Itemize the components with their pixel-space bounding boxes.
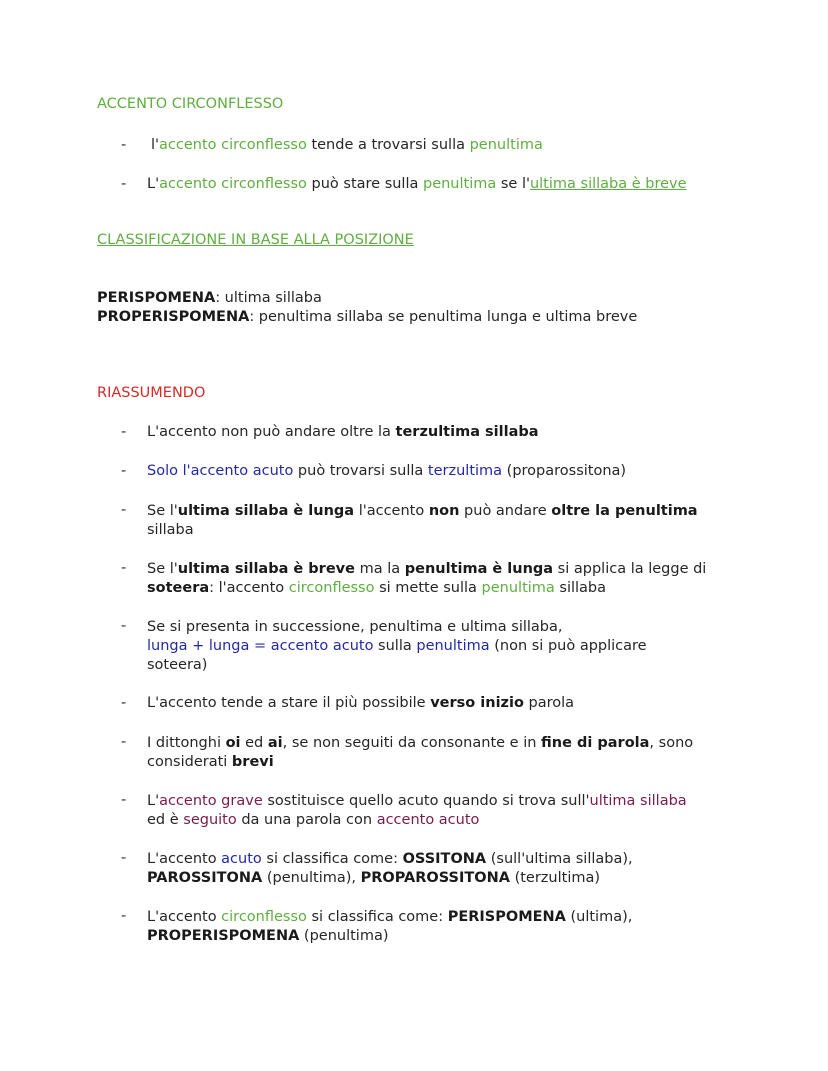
bullet-dash: -	[121, 792, 127, 808]
bullet-dash: -	[121, 560, 127, 576]
bullet-dash: -	[121, 618, 127, 634]
riassunto-item-8: L'accento grave sostituisce quello acuto quando si trova sull'ultima sillaba ed è seguito da una parola con accento acuto	[147, 793, 687, 828]
classificazione-properispomena: PROPERISPOMENA: penultima sillaba se penultima lunga e ultima breve	[97, 309, 638, 325]
riassunto-item-4: Se l'ultima sillaba è breve ma la penultima è lunga si applica la legge di soteera: l'accento circonflesso si mette sulla penultima sillaba	[147, 561, 707, 596]
riassunto-item-1: L'accento non può andare oltre la terzultima sillaba	[147, 424, 539, 440]
bullet-dash: -	[121, 137, 127, 153]
riassunto-item-2: Solo l'accento acuto può trovarsi sulla terzultima (proparossitona)	[147, 463, 627, 479]
riassunto-item-7: I dittonghi oi ed ai, se non seguiti da consonante e in fine di parola, sono considerati brevi	[147, 735, 694, 770]
section-title-classificazione: CLASSIFICAZIONE IN BASE ALLA POSIZIONE	[97, 232, 414, 248]
bullet-dash: -	[121, 734, 127, 750]
bullet-dash: -	[121, 463, 127, 479]
classificazione-perispomena: PERISPOMENA: ultima sillaba	[97, 290, 322, 306]
riassunto-item-6: L'accento tende a stare il più possibile verso inizio parola	[147, 695, 575, 711]
bullet-dash: -	[121, 850, 127, 866]
bullet-circ-1: l'accento circonflesso tende a trovarsi sulla penultima	[151, 137, 543, 153]
riassunto-item-5: Se si presenta in successione, penultima e ultima sillaba, lunga + lunga = accento acuto sulla penultima (non si può applicare soteera)	[147, 619, 647, 673]
bullet-dash: -	[121, 502, 127, 518]
bullet-circ-2: L'accento circonflesso può stare sulla penultima se l'ultima sillaba è breve	[147, 176, 687, 192]
section-title-accento-circonflesso: ACCENTO CIRCONFLESSO	[97, 96, 284, 112]
bullet-dash: -	[121, 424, 127, 440]
riassunto-item-3: Se l'ultima sillaba è lunga l'accento non può andare oltre la penultima sillaba	[147, 503, 698, 538]
riassunto-item-10: L'accento circonflesso si classifica come: PERISPOMENA (ultima), PROPERISPOMENA (penultima)	[147, 909, 633, 944]
bullet-dash: -	[121, 695, 127, 711]
bullet-dash: -	[121, 908, 127, 924]
section-title-riassumendo: RIASSUMENDO	[97, 385, 206, 401]
riassunto-item-9: L'accento acuto si classifica come: OSSITONA (sull'ultima sillaba), PAROSSITONA (penultima), PROPAROSSITONA (terzultima)	[147, 851, 633, 886]
bullet-dash: -	[121, 176, 127, 192]
